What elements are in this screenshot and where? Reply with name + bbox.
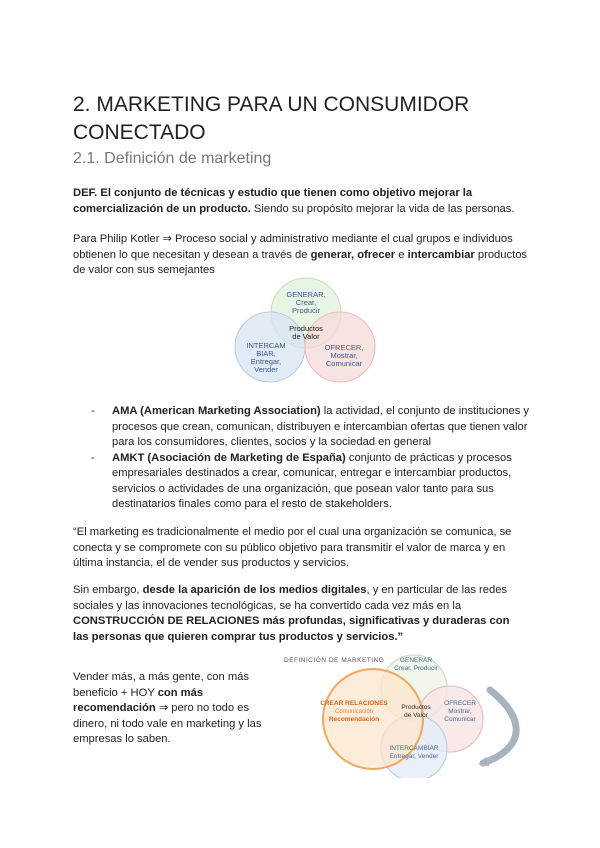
kotler-conj: e xyxy=(398,248,405,261)
venn-right-label-2: Mostrar, xyxy=(330,351,358,360)
venn-left-label-2: BIAR, xyxy=(256,349,276,358)
definition-paragraph xyxy=(73,186,533,217)
vender-text-2: ⇒ pero no todo es dinero, ni todo vale en marketing y las empresas lo saben. xyxy=(73,702,262,745)
list-item-text: conjunto de prácticas y procesos empresariales destinados a crear, comunicar, entregar e intercambiar productos, servicios o actividades de una organización, que posean valor tanto para sus destinatarios finales como para el resto de stakeholders. xyxy=(112,451,512,510)
venn2-top-label-1: GENERAR xyxy=(399,657,433,664)
venn2-right-label-3: Comunicar xyxy=(444,716,476,723)
venn-center-label-1: Productos xyxy=(289,324,323,333)
venn2-bottom-label-1: INTERCAMBIAR xyxy=(389,745,439,752)
venn-center-label-2: de Valor xyxy=(292,332,320,341)
venn-top-label-2: Crear, xyxy=(295,298,317,307)
kotler-tail: productos de valor con sus semejantes xyxy=(73,248,528,276)
kotler-paragraph xyxy=(73,232,528,279)
venn-right-label-3: Comunicar xyxy=(325,359,363,368)
definition-bold-text: El conjunto de técnicas y estudio que tienen como objetivo mejorar la comercialización de un producto. xyxy=(73,187,473,215)
embargo-paragraph xyxy=(73,583,528,645)
venn2-right-label-1: OFRECER xyxy=(444,700,476,707)
venn-diagram-marketing xyxy=(278,648,548,778)
venn2-top-label-2: Crear, Producir xyxy=(394,665,438,672)
quote-paragraph: “El marketing es tradicionalmente el medio por el cual una organización se comunica, se conecta y se compromete con su público objetivo para transmitir el valor de marca y en última instancia, el de vender sus productos y servicios. xyxy=(73,526,512,569)
venn-diagram-kotler xyxy=(230,277,380,392)
kotler-bold-generar: generar, ofrecer xyxy=(310,248,396,261)
venn2-title: DEFINICIÓN DE MARKETING xyxy=(284,657,385,664)
list-item-text: la actividad, el conjunto de instituciones y procesos que crean, comunican, distribuyen e intercambian ofertas que tienen valor para los consumidores, clientes, socios y la sociedad en general xyxy=(112,405,530,448)
definition-label: DEF. xyxy=(73,187,98,199)
definitions-list xyxy=(91,404,531,513)
list-bullet: - xyxy=(91,405,95,417)
list-item xyxy=(91,451,531,513)
venn2-left-label-1: CREAR RELACIONES xyxy=(320,700,388,707)
vender-bold: con más recomendación xyxy=(73,686,204,714)
venn-right-label-1: OFRECER, xyxy=(324,343,364,352)
embargo-text-1: Sin embargo, xyxy=(73,584,140,596)
embargo-text-2: , y en particular de las redes sociales y las innovaciones tecnológicas, se ha convertido cada vez más en la xyxy=(73,584,508,612)
venn2-left-label-3: Recomendación xyxy=(328,716,380,723)
list-item-bold: AMKT (Asociación de Marketing de España) xyxy=(112,451,346,464)
venn2-center-label-2: de Valor xyxy=(404,712,428,719)
venn-top-label-1: GENERAR, xyxy=(286,290,326,299)
kotler-intro: Para Philip Kotler ⇒ Proceso social y administrativo mediante el cual grupos e individuos obtienen lo que necesitan y desean a través de xyxy=(73,233,513,261)
venn-left-label-4: Vender xyxy=(254,365,278,374)
list-bullet: - xyxy=(91,451,95,464)
venn2-center-label-1: Productos xyxy=(401,704,431,711)
embargo-bold-1: desde la aparición de los medios digitales xyxy=(142,584,367,596)
venn-left-label-1: INTERCAM xyxy=(246,341,286,350)
definition-rest: Siendo su propósito mejorar la vida de las personas. xyxy=(253,202,515,215)
page-title: 2. MARKETING PARA UN CONSUMIDOR CONECTADO xyxy=(73,93,470,144)
embargo-bold-2: CONSTRUCCIÓN DE RELACIONES más profundas, significativas y duraderas con las personas que quieren comprar tus productos y servicios.” xyxy=(73,615,510,643)
list-item-bold: AMA (American Marketing Association) xyxy=(112,405,321,417)
venn2-bottom-label-2: Entregar, Vender xyxy=(389,753,439,760)
venn2-right-label-2: Mostrar, xyxy=(448,708,472,715)
venn-top-label-3: Producir xyxy=(292,306,320,315)
venn2-left-label-2: Comunicación xyxy=(334,709,374,715)
kotler-bold-intercambiar: intercambiar xyxy=(407,248,475,261)
vender-paragraph xyxy=(73,670,268,748)
list-item xyxy=(91,404,531,451)
vender-text-1: Vender más, a más gente, con más beneficio + HOY xyxy=(73,671,249,699)
cycle-arrow-icon xyxy=(483,690,516,763)
venn-left-label-3: Entregar, xyxy=(250,357,282,366)
section-subtitle: 2.1. Definición de marketing xyxy=(73,150,272,167)
